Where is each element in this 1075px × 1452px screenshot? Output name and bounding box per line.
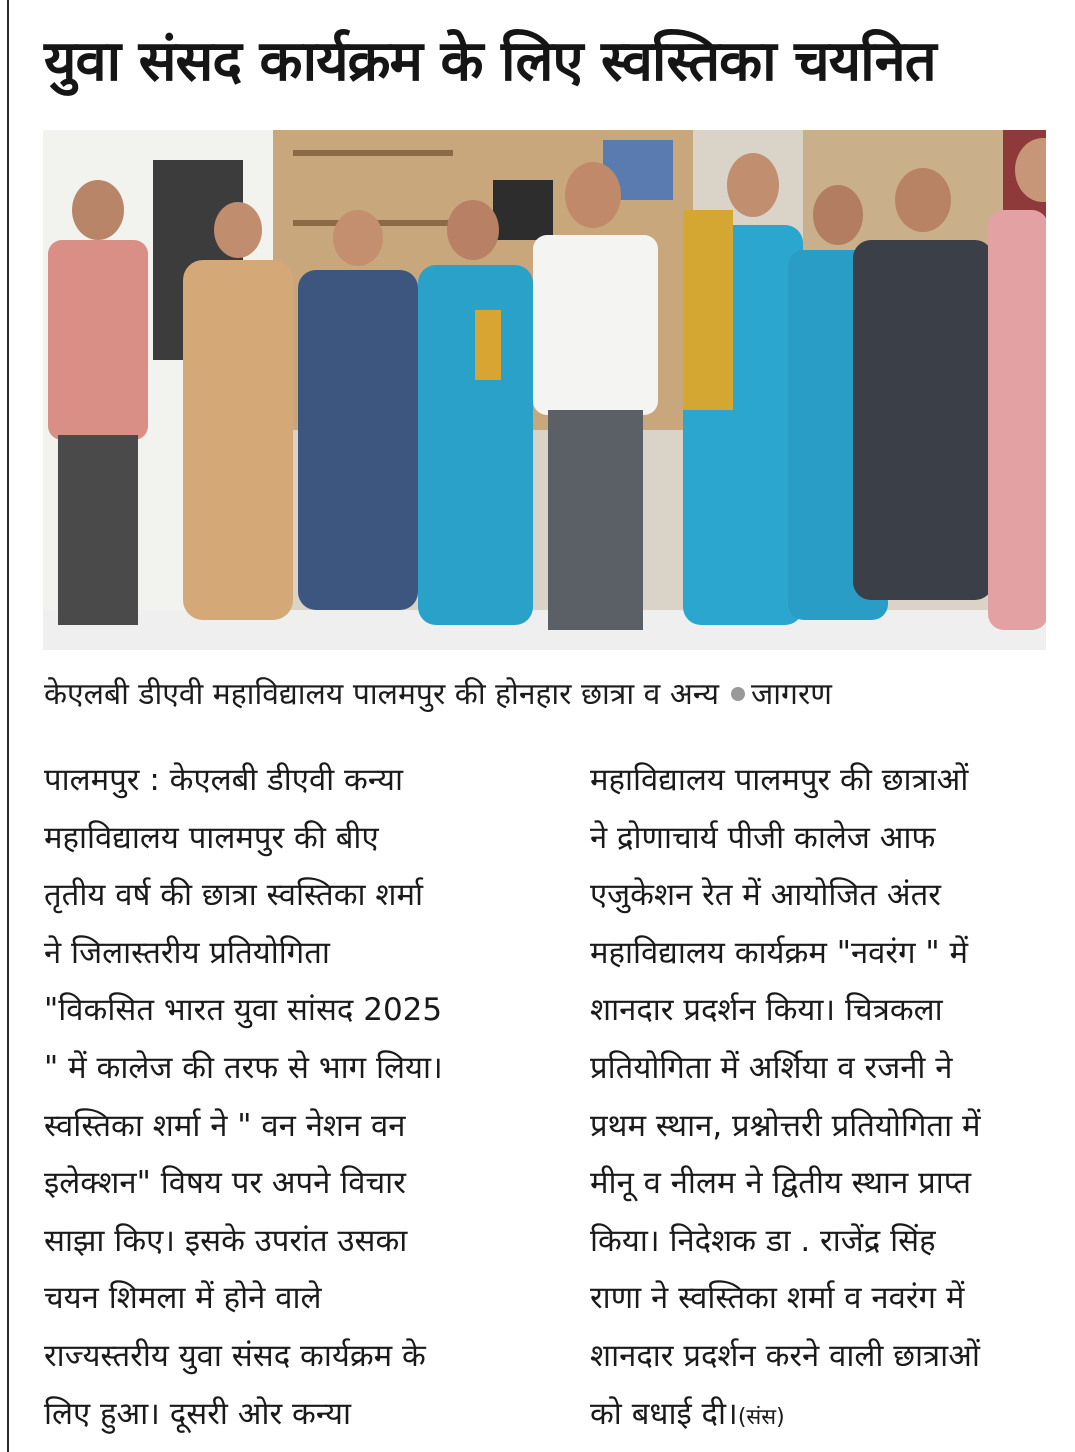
body-line: राज्यस्तरीय युवा संसद कार्यक्रम के xyxy=(44,1337,426,1374)
headline: युवा संसद कार्यक्रम के लिए स्वस्तिका चयनित xyxy=(44,29,936,94)
body-line: शानदार प्रदर्शन करने वाली छात्राओं xyxy=(590,1337,980,1374)
article-column-left xyxy=(44,752,544,1443)
column-rule xyxy=(7,0,9,1452)
article-column-right xyxy=(590,752,1060,1443)
body-line: प्रतियोगिता में अर्शिया व रजनी ने xyxy=(590,1049,953,1086)
body-line: लिए हुआ। दूसरी ओर कन्या xyxy=(44,1395,351,1432)
body-line: मीनू व नीलम ने द्वितीय स्थान प्राप्त xyxy=(590,1165,972,1202)
body-line: पालमपुर : केएलबी डीएवी कन्या xyxy=(44,762,404,798)
body-line: " में कालेज की तरफ से भाग लिया। xyxy=(44,1049,443,1086)
body-line: शानदार प्रदर्शन किया। चित्रकला xyxy=(590,992,943,1029)
bullet-dot-icon xyxy=(731,687,745,701)
agency-tag: (संस) xyxy=(737,1404,785,1430)
body-line-text: को बधाई दी। xyxy=(590,1395,738,1432)
body-line: महाविद्यालय कार्यक्रम "नवरंग " में xyxy=(590,934,969,971)
body-line: राणा ने स्वस्तिका शर्मा व नवरंग में xyxy=(590,1280,965,1317)
photo-credit: जागरण xyxy=(751,677,832,712)
body-line: ने जिलास्तरीय प्रतियोगिता xyxy=(44,934,330,971)
body-line: किया। निदेशक डा . राजेंद्र सिंह xyxy=(590,1222,936,1259)
caption-text: केएलबी डीएवी महाविद्यालय पालमपुर की होनहार छात्रा व अन्य xyxy=(44,677,720,712)
body-line: तृतीय वर्ष की छात्रा स्वस्तिका शर्मा xyxy=(44,877,424,914)
body-line: साझा किए। इसके उपरांत उसका xyxy=(44,1222,408,1259)
body-line: महाविद्यालय पालमपुर की छात्राओं xyxy=(590,762,969,798)
body-line: महाविद्यालय पालमपुर की बीए xyxy=(44,819,379,856)
body-line: चयन शिमला में होने वाले xyxy=(44,1280,322,1317)
body-line: प्रथम स्थान, प्रश्नोत्तरी प्रतियोगिता में xyxy=(590,1107,981,1144)
body-line-last xyxy=(590,1386,1060,1444)
group-photo-illustration xyxy=(43,130,1046,650)
body-line: इलेक्शन" विषय पर अपने विचार xyxy=(44,1165,406,1202)
body-line: ने द्रोणाचार्य पीजी कालेज आफ xyxy=(590,819,936,856)
photo-caption xyxy=(44,672,1044,718)
body-line: एजुकेशन रेत में आयोजित अंतर xyxy=(590,877,941,914)
body-line: "विकसित भारत युवा सांसद 2025 xyxy=(44,992,443,1029)
news-photo xyxy=(43,130,1046,650)
body-line: स्वस्तिका शर्मा ने " वन नेशन वन xyxy=(44,1107,406,1144)
